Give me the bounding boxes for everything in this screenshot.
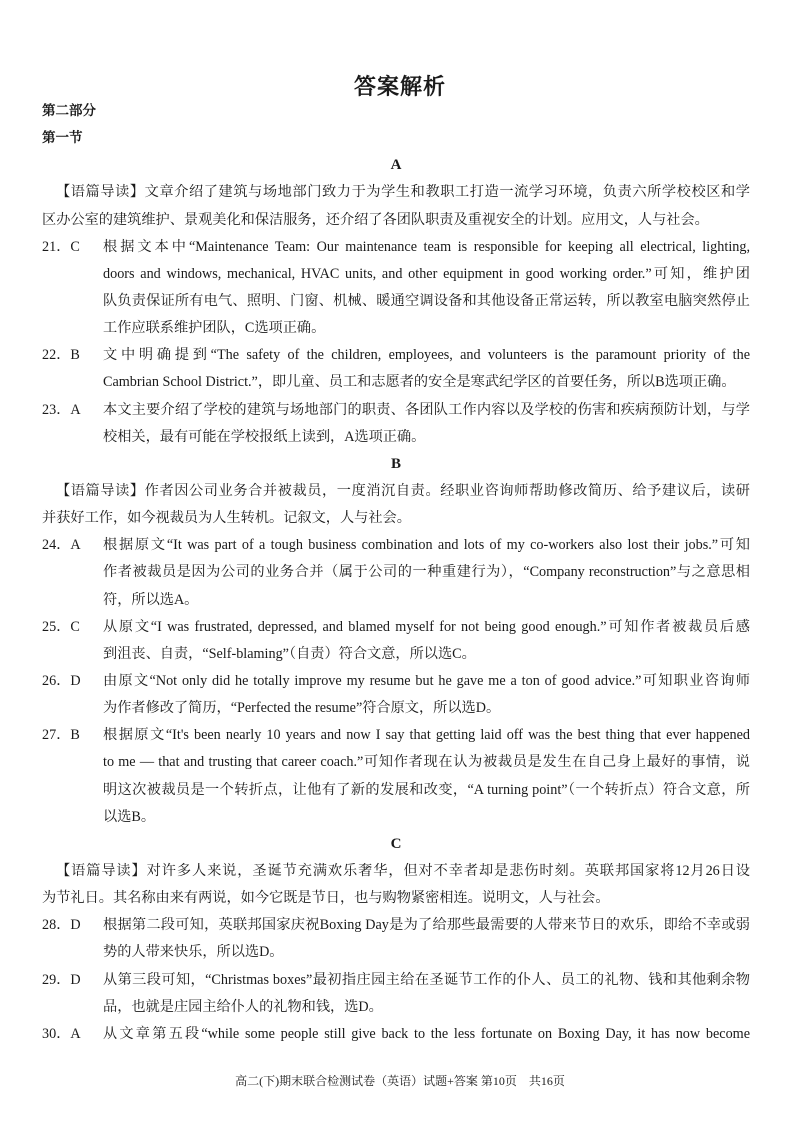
answer-line: 势的人带来快乐，所以选D。 (103, 944, 284, 961)
answer-item (42, 722, 750, 831)
passage-letter: A (390, 157, 402, 174)
passage-b (42, 451, 750, 831)
answer-number: 26．D (42, 672, 81, 689)
answer-number: 23．A (42, 401, 81, 418)
answer-line: Cambrian School District.”，即儿童、员工和志愿者的安全是寒武纪学区的首要任务，所以B选项正确。 (103, 374, 736, 391)
answer-text: 从第三段可知，“Christmas boxes”最初指庄园主给在圣诞节工作的仆人、员工的礼物、钱和其他剩余物 (103, 971, 750, 988)
answer-line: 明这次被裁员是一个转折点，让他有了新的发展和改变，“A turning point”（一个转折点）符合文意，所 (103, 781, 750, 798)
answer-item (42, 397, 750, 451)
answer-line (42, 397, 750, 424)
answer-item (42, 342, 750, 396)
answer-line: 队负责保证所有电气、照明、门窗、机械、暖通空调设备和其他设备正常运转，所以教室电脑突然停止 (103, 292, 750, 309)
answer-number: 28．D (42, 917, 81, 934)
answer-line (42, 668, 750, 695)
answer-line (42, 912, 750, 939)
page-footer: 高二(下)期末联合检测试卷（英语）试题+答案 第10页 共16页 (235, 1074, 565, 1088)
answer-line: 校相关，最有可能在学校报纸上读到，A选项正确。 (103, 428, 426, 445)
answer-item (42, 1021, 750, 1048)
answer-line (42, 614, 750, 641)
answer-number: 30．A (42, 1025, 81, 1042)
answer-line: 到沮丧、自责，“Self-blaming”（自责）符合文意，所以选C。 (103, 645, 476, 662)
passage-a (42, 152, 750, 451)
answer-number: 22．B (42, 347, 80, 364)
answer-line: 为作者修改了简历，“Perfected the resume”符合原文，所以选D。 (103, 700, 501, 717)
section-heading: 第一节 (42, 130, 83, 147)
answer-text: 根据第二段可知，英联邦国家庆祝Boxing Day是为了给那些最需要的人带来节日的欢乐，即给不幸或弱 (103, 917, 750, 934)
part-heading: 第二部分 (42, 103, 96, 119)
answer-item (42, 668, 750, 722)
answer-item (42, 614, 750, 668)
answer-line: to me — that and trusting that career coach.”可知作者现在认为被裁员是发生在自己身上最好的事情，说 (103, 754, 750, 771)
intro-line: 并获好工作，如今视裁员为人生转机。记叙文，人与社会。 (42, 510, 411, 527)
intro-line: 区办公室的建筑维护、景观美化和保洁服务，还介绍了各团队职责及重视安全的计划。应用文，人与社会。 (42, 211, 709, 228)
answer-number: 24．A (42, 537, 81, 554)
intro-line: 【语篇导读】文章介绍了建筑与场地部门致力于为学生和教职工打造一流学习环境，负责六所学校校区和学 (56, 184, 750, 201)
intro-line: 【语篇导读】对许多人来说，圣诞节充满欢乐奢华，但对不幸者却是悲伤时刻。英联邦国家将12月26日设 (56, 862, 750, 879)
answer-number: 21．C (42, 238, 80, 255)
answer-number: 25．C (42, 618, 80, 635)
answer-line (42, 1021, 750, 1048)
answer-text: 本文主要介绍了学校的建筑与场地部门的职责、各团队工作内容以及学校的伤害和疾病预防计划，与学 (103, 401, 750, 418)
answer-text: 从文章第五段“while some people still give back to the less fortunate on Boxing Day, it has now become (103, 1025, 750, 1042)
answer-text: 根据原文“It's been nearly 10 years and now I say that getting laid off was the best thing that ever happened (103, 727, 750, 744)
answer-text: 根据文本中“Maintenance Team: Our maintenance team is responsible for keeping all electrical, lighting, (103, 238, 750, 255)
answer-text: 根据原文“It was part of a tough business combination and lots of my co-workers also lost their jobs.”可知 (103, 537, 750, 554)
answer-item (42, 532, 750, 613)
answer-item (42, 912, 750, 966)
passage-letter: B (390, 455, 401, 472)
answer-line (42, 532, 750, 559)
answer-line: doors and windows, mechanical, HVAC units, and other equipment in good working order.”可知，维护团 (103, 265, 750, 282)
answer-line: 作者被裁员是因为公司的业务合并（属于公司的一种重建行为），“Company reconstruction”与之意思相 (103, 564, 750, 581)
answer-line (42, 722, 750, 749)
answer-line: 以选B。 (103, 808, 156, 825)
answer-text: 由原文“Not only did he totally improve my resume but he gave me a ton of good advice.”可知职业咨询师 (103, 672, 750, 689)
passage-c (42, 831, 750, 1048)
answer-line (42, 967, 750, 994)
answer-line (42, 234, 750, 261)
intro-line: 【语篇导读】作者因公司业务合并被裁员，一度消沉自责。经职业咨询师帮助修改简历、给予建议后，读研 (56, 482, 750, 499)
answer-line: 品，也就是庄园主给仆人的礼物和钱，选D。 (103, 998, 383, 1015)
answer-text: 从原文“I was frustrated, depressed, and blamed myself for not being good enough.”可知作者被裁员后感 (103, 618, 750, 635)
answer-line: 工作应联系维护团队，C选项正确。 (103, 320, 326, 337)
intro-line: 为节礼日。其名称由来有两说，如今它既是节日，也与购物紧密相连。说明文，人与社会。 (42, 890, 610, 907)
answer-number: 27．B (42, 727, 80, 744)
answer-line (42, 342, 750, 369)
answer-item (42, 967, 750, 1021)
page-title: 答案解析 (353, 75, 446, 100)
document-body (42, 98, 750, 1048)
answer-text: 文中明确提到“The safety of the children, employees, and volunteers is the paramount priority of the (103, 347, 750, 364)
answer-line: 符，所以选A。 (103, 591, 199, 608)
passage-letter: C (390, 835, 402, 852)
answer-item (42, 234, 750, 343)
answer-number: 29．D (42, 971, 81, 988)
